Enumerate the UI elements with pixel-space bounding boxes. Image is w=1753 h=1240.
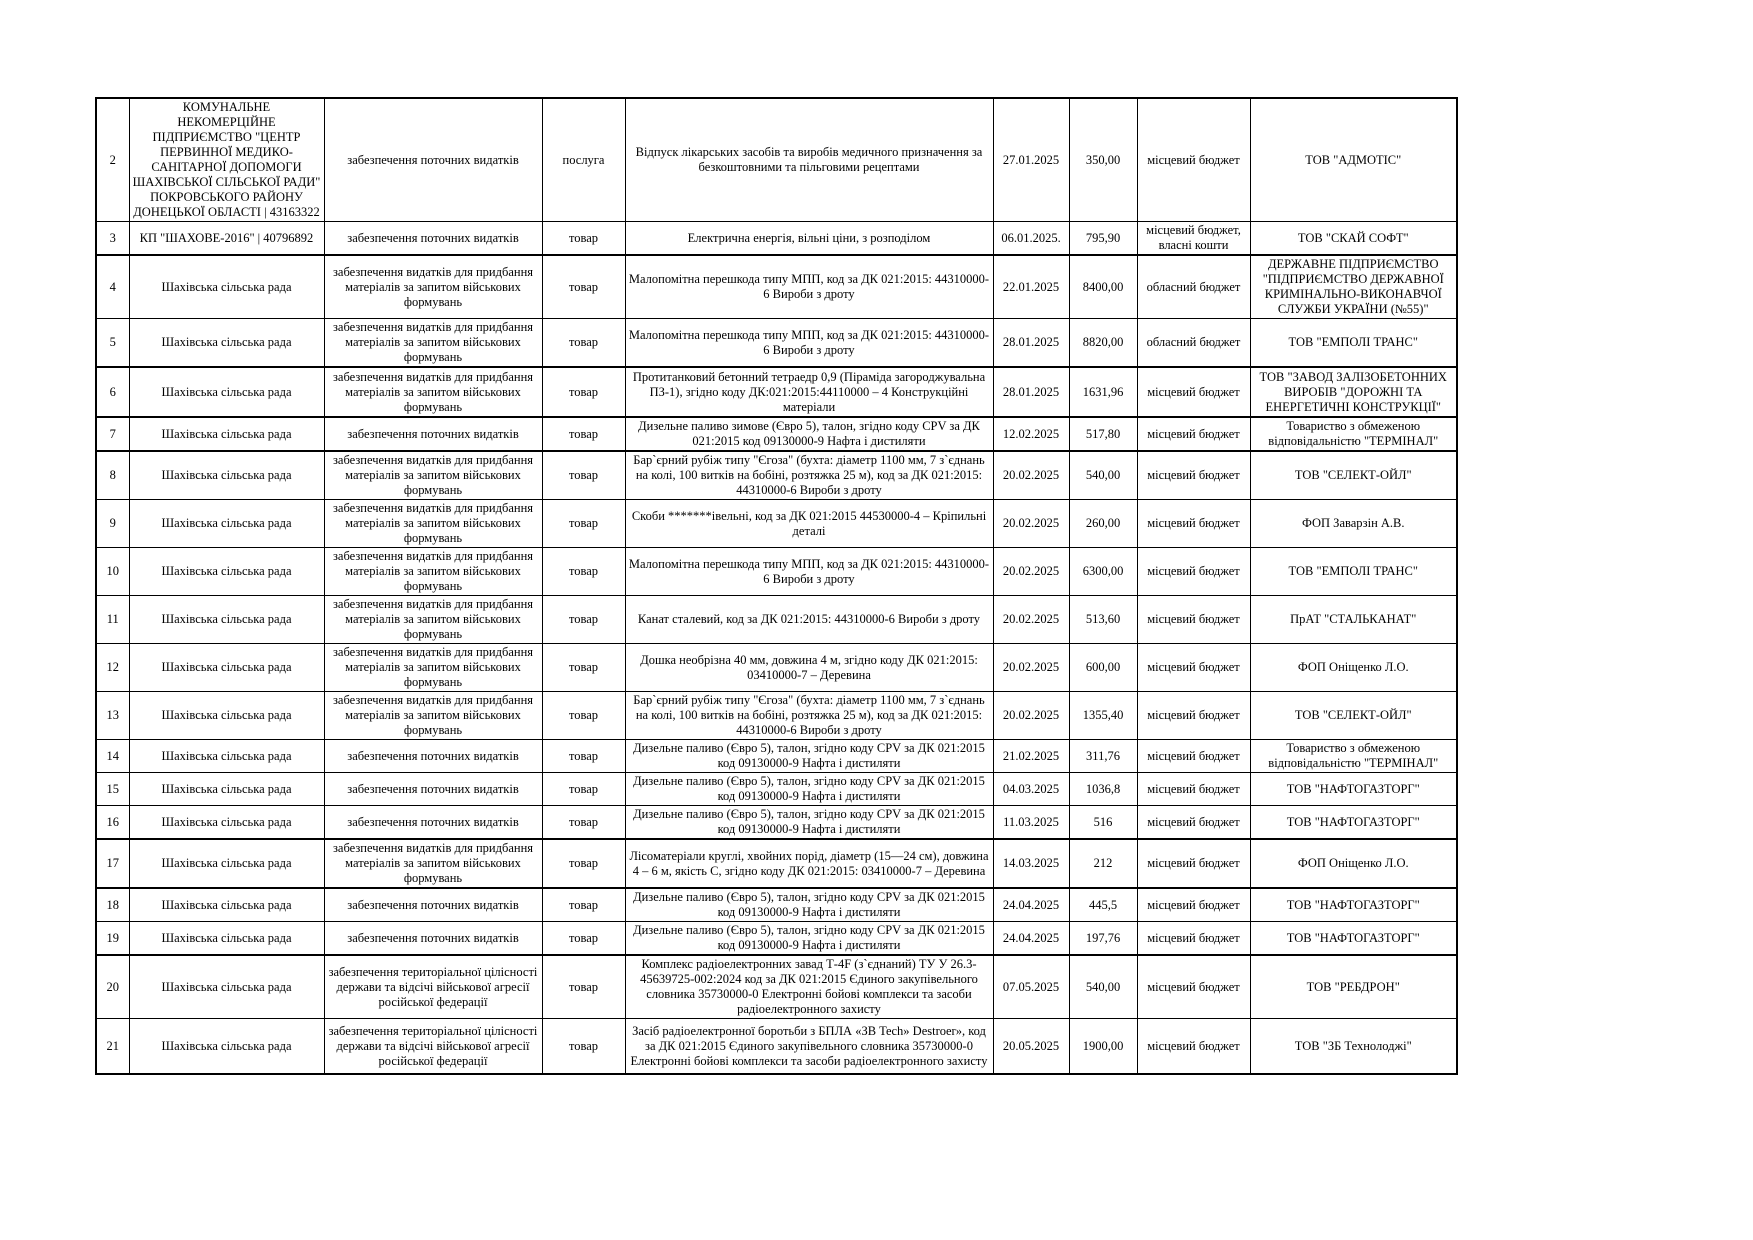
cell-customer: Шахівська сільська рада (129, 806, 324, 840)
cell-customer: Шахівська сільська рада (129, 839, 324, 888)
cell-amount: 516 (1069, 806, 1137, 840)
cell-budget: місцевий бюджет (1137, 839, 1250, 888)
cell-type: товар (542, 922, 625, 956)
cell-amount: 600,00 (1069, 644, 1137, 692)
cell-type: товар (542, 596, 625, 644)
table-row (96, 1019, 1457, 1075)
cell-purpose: забезпечення поточних видатків (324, 773, 542, 806)
cell-purpose: забезпечення видатків для придбання матеріалів за запитом військових формувань (324, 644, 542, 692)
cell-customer: Шахівська сільська рада (129, 500, 324, 548)
cell-type: товар (542, 888, 625, 922)
cell-row-number: 14 (96, 740, 129, 773)
cell-description: Засіб радіоелектронної боротьби з БПЛА «ЗВ Tech» Destroer», код за ДК 021:2015 Єдиного закупівельного словника 35730000-0 Електронні бойові комплекси та засоби радіоелектронного захисту (625, 1019, 993, 1075)
cell-amount: 517,80 (1069, 417, 1137, 451)
table-row (96, 692, 1457, 740)
cell-purpose: забезпечення видатків для придбання матеріалів за запитом військових формувань (324, 548, 542, 596)
cell-date: 27.01.2025 (993, 98, 1069, 222)
cell-description: Лісоматеріали круглі, хвойних порід, діаметр (15—24 см), довжина 4 – 6 м, якість С, згідно коду ДК 021:2015: 03410000-7 – Деревина (625, 839, 993, 888)
cell-purpose: забезпечення видатків для придбання матеріалів за запитом військових формувань (324, 500, 542, 548)
cell-amount: 1631,96 (1069, 367, 1137, 417)
table-row (96, 773, 1457, 806)
cell-description: Дошка необрізна 40 мм, довжина 4 м, згідно коду ДК 021:2015: 03410000-7 – Деревина (625, 644, 993, 692)
cell-row-number: 8 (96, 451, 129, 500)
cell-date: 11.03.2025 (993, 806, 1069, 840)
cell-amount: 311,76 (1069, 740, 1137, 773)
table-row (96, 417, 1457, 451)
cell-type: товар (542, 367, 625, 417)
cell-type: товар (542, 692, 625, 740)
cell-date: 20.02.2025 (993, 596, 1069, 644)
cell-budget: обласний бюджет (1137, 255, 1250, 319)
cell-budget: місцевий бюджет (1137, 773, 1250, 806)
cell-amount: 212 (1069, 839, 1137, 888)
cell-budget: місцевий бюджет (1137, 1019, 1250, 1075)
cell-type: товар (542, 644, 625, 692)
cell-supplier: ТОВ "СКАЙ СОФТ" (1250, 222, 1457, 256)
document-sheet (95, 97, 1458, 1075)
cell-description: Бар`єрний рубіж типу "Єгоза" (бухта: діаметр 1100 мм, 7 з`єднань на колі, 100 витків на бобіні, розтяжка 25 м), код за ДК 021:2015: 44310000-6 Вироби з дроту (625, 451, 993, 500)
table-row (96, 596, 1457, 644)
cell-budget: обласний бюджет (1137, 319, 1250, 368)
cell-amount: 795,90 (1069, 222, 1137, 256)
cell-row-number: 9 (96, 500, 129, 548)
cell-purpose: забезпечення територіальної цілісності держави та відсічі військової агресії російської федерації (324, 955, 542, 1019)
cell-budget: місцевий бюджет (1137, 692, 1250, 740)
cell-purpose: забезпечення поточних видатків (324, 806, 542, 840)
cell-budget: місцевий бюджет, власні кошти (1137, 222, 1250, 256)
cell-budget: місцевий бюджет (1137, 451, 1250, 500)
cell-description: Дизельне паливо (Євро 5), талон, згідно коду CPV за ДК 021:2015 код 09130000-9 Нафта і дистиляти (625, 740, 993, 773)
cell-row-number: 19 (96, 922, 129, 956)
cell-type: товар (542, 451, 625, 500)
cell-row-number: 10 (96, 548, 129, 596)
cell-customer: Шахівська сільська рада (129, 367, 324, 417)
cell-purpose: забезпечення поточних видатків (324, 888, 542, 922)
cell-supplier: ТОВ "СЕЛЕКТ-ОЙЛ" (1250, 692, 1457, 740)
cell-customer: Шахівська сільська рада (129, 319, 324, 368)
cell-amount: 8400,00 (1069, 255, 1137, 319)
cell-type: товар (542, 955, 625, 1019)
cell-type: товар (542, 222, 625, 256)
cell-date: 06.01.2025. (993, 222, 1069, 256)
cell-purpose: забезпечення видатків для придбання матеріалів за запитом військових формувань (324, 692, 542, 740)
cell-date: 20.02.2025 (993, 548, 1069, 596)
cell-purpose: забезпечення видатків для придбання матеріалів за запитом військових формувань (324, 451, 542, 500)
table-row (96, 222, 1457, 256)
cell-budget: місцевий бюджет (1137, 500, 1250, 548)
cell-amount: 260,00 (1069, 500, 1137, 548)
cell-date: 28.01.2025 (993, 367, 1069, 417)
cell-description: Дизельне паливо (Євро 5), талон, згідно коду CPV за ДК 021:2015 код 09130000-9 Нафта і дистиляти (625, 806, 993, 840)
cell-row-number: 5 (96, 319, 129, 368)
cell-budget: місцевий бюджет (1137, 922, 1250, 956)
cell-budget: місцевий бюджет (1137, 806, 1250, 840)
cell-customer: Шахівська сільська рада (129, 740, 324, 773)
cell-customer: Шахівська сільська рада (129, 644, 324, 692)
cell-type: товар (542, 548, 625, 596)
cell-purpose: забезпечення територіальної цілісності держави та відсічі військової агресії російської федерації (324, 1019, 542, 1075)
cell-date: 20.02.2025 (993, 692, 1069, 740)
cell-amount: 445,5 (1069, 888, 1137, 922)
cell-customer: Шахівська сільська рада (129, 955, 324, 1019)
cell-purpose: забезпечення видатків для придбання матеріалів за запитом військових формувань (324, 255, 542, 319)
cell-description: Дизельне паливо (Євро 5), талон, згідно коду CPV за ДК 021:2015 код 09130000-9 Нафта і дистиляти (625, 773, 993, 806)
cell-description: Скоби *******івельні, код за ДК 021:2015 44530000-4 – Кріпильні деталі (625, 500, 993, 548)
cell-customer: Шахівська сільська рада (129, 255, 324, 319)
cell-description: Дизельне паливо (Євро 5), талон, згідно коду CPV за ДК 021:2015 код 09130000-9 Нафта і дистиляти (625, 922, 993, 956)
cell-supplier: ТОВ "НАФТОГАЗТОРГ" (1250, 922, 1457, 956)
cell-amount: 6300,00 (1069, 548, 1137, 596)
cell-row-number: 12 (96, 644, 129, 692)
cell-budget: місцевий бюджет (1137, 644, 1250, 692)
cell-description: Канат сталевий, код за ДК 021:2015: 44310000-6 Вироби з дроту (625, 596, 993, 644)
cell-amount: 540,00 (1069, 451, 1137, 500)
cell-supplier: ТОВ "ЕМПОЛІ ТРАНС" (1250, 548, 1457, 596)
cell-description: Дизельне паливо зимове (Євро 5), талон, згідно коду CPV за ДК 021:2015 код 09130000-9 Нафта і дистиляти (625, 417, 993, 451)
cell-budget: місцевий бюджет (1137, 955, 1250, 1019)
table-row (96, 740, 1457, 773)
cell-description: Відпуск лікарських засобів та виробів медичного призначення за безкоштовними та пільговими рецептами (625, 98, 993, 222)
cell-amount: 8820,00 (1069, 319, 1137, 368)
cell-supplier: Товариство з обмеженою відповідальністю "ТЕРМІНАЛ" (1250, 417, 1457, 451)
cell-customer: Шахівська сільська рада (129, 548, 324, 596)
cell-type: товар (542, 1019, 625, 1075)
cell-purpose: забезпечення видатків для придбання матеріалів за запитом військових формувань (324, 367, 542, 417)
cell-row-number: 13 (96, 692, 129, 740)
cell-budget: місцевий бюджет (1137, 740, 1250, 773)
cell-purpose: забезпечення видатків для придбання матеріалів за запитом військових формувань (324, 319, 542, 368)
table-row (96, 451, 1457, 500)
cell-row-number: 2 (96, 98, 129, 222)
table-row (96, 955, 1457, 1019)
cell-customer: КП "ШАХОВЕ-2016" | 40796892 (129, 222, 324, 256)
cell-supplier: ФОП Оніщенко Л.О. (1250, 644, 1457, 692)
procurement-table (95, 97, 1458, 1075)
cell-customer: Шахівська сільська рада (129, 1019, 324, 1075)
cell-row-number: 15 (96, 773, 129, 806)
cell-purpose: забезпечення поточних видатків (324, 740, 542, 773)
cell-budget: місцевий бюджет (1137, 98, 1250, 222)
cell-customer: Шахівська сільська рада (129, 922, 324, 956)
cell-customer: Шахівська сільська рада (129, 417, 324, 451)
cell-customer: Шахівська сільська рада (129, 451, 324, 500)
cell-description: Електрична енергія, вільні ціни, з розподілом (625, 222, 993, 256)
cell-supplier: ТОВ "ЗБ Технолоджі" (1250, 1019, 1457, 1075)
cell-purpose: забезпечення поточних видатків (324, 222, 542, 256)
cell-date: 20.02.2025 (993, 644, 1069, 692)
cell-date: 07.05.2025 (993, 955, 1069, 1019)
cell-amount: 513,60 (1069, 596, 1137, 644)
cell-supplier: ТОВ "НАФТОГАЗТОРГ" (1250, 773, 1457, 806)
cell-date: 24.04.2025 (993, 922, 1069, 956)
cell-customer: Шахівська сільська рада (129, 596, 324, 644)
cell-description: Комплекс радіоелектронних завад Т-4F (з`єднаний) ТУ У 26.3-45639725-002:2024 код за ДК 021:2015 Єдиного закупівельного словника 35730000-0 Електронні бойові комплекси та засоби радіоелектронного захисту (625, 955, 993, 1019)
cell-row-number: 20 (96, 955, 129, 1019)
cell-row-number: 7 (96, 417, 129, 451)
cell-type: товар (542, 839, 625, 888)
cell-supplier: ТОВ "НАФТОГАЗТОРГ" (1250, 888, 1457, 922)
cell-amount: 1355,40 (1069, 692, 1137, 740)
cell-date: 12.02.2025 (993, 417, 1069, 451)
cell-type: товар (542, 500, 625, 548)
cell-date: 21.02.2025 (993, 740, 1069, 773)
cell-supplier: ФОП Оніщенко Л.О. (1250, 839, 1457, 888)
cell-type: послуга (542, 98, 625, 222)
cell-row-number: 21 (96, 1019, 129, 1075)
cell-type: товар (542, 773, 625, 806)
table-row (96, 255, 1457, 319)
cell-budget: місцевий бюджет (1137, 417, 1250, 451)
cell-purpose: забезпечення видатків для придбання матеріалів за запитом військових формувань (324, 596, 542, 644)
cell-customer: Шахівська сільська рада (129, 888, 324, 922)
table-row (96, 839, 1457, 888)
cell-supplier: ФОП Заварзін А.В. (1250, 500, 1457, 548)
table-row (96, 806, 1457, 840)
cell-amount: 1900,00 (1069, 1019, 1137, 1075)
cell-budget: місцевий бюджет (1137, 888, 1250, 922)
cell-supplier: ДЕРЖАВНЕ ПІДПРИЄМСТВО "ПІДПРИЄМСТВО ДЕРЖАВНОЇ КРИМІНАЛЬНО-ВИКОНАВЧОЇ СЛУЖБИ УКРАЇНИ (№55)" (1250, 255, 1457, 319)
cell-supplier: ТОВ "СЕЛЕКТ-ОЙЛ" (1250, 451, 1457, 500)
cell-description: Малопомітна перешкода типу МПП, код за ДК 021:2015: 44310000-6 Вироби з дроту (625, 255, 993, 319)
cell-date: 04.03.2025 (993, 773, 1069, 806)
cell-row-number: 17 (96, 839, 129, 888)
cell-date: 28.01.2025 (993, 319, 1069, 368)
table-row (96, 888, 1457, 922)
cell-description: Малопомітна перешкода типу МПП, код за ДК 021:2015: 44310000-6 Вироби з дроту (625, 319, 993, 368)
cell-purpose: забезпечення поточних видатків (324, 417, 542, 451)
cell-row-number: 11 (96, 596, 129, 644)
cell-description: Протитанковий бетонний тетраедр 0,9 (Піраміда загороджувальна ПЗ-1), згідно коду ДК:021:2015:44110000 – 4 Конструкційні матеріали (625, 367, 993, 417)
cell-row-number: 18 (96, 888, 129, 922)
table-row (96, 500, 1457, 548)
cell-date: 20.02.2025 (993, 451, 1069, 500)
cell-type: товар (542, 319, 625, 368)
cell-customer: Шахівська сільська рада (129, 773, 324, 806)
cell-customer: КОМУНАЛЬНЕ НЕКОМЕРЦІЙНЕ ПІДПРИЄМСТВО "ЦЕНТР ПЕРВИННОЇ МЕДИКО-САНІТАРНОЇ ДОПОМОГИ ШАХІВСЬКОЇ СІЛЬСЬКОЇ РАДИ" ПОКРОВСЬКОГО РАЙОНУ ДОНЕЦЬКОЇ ОБЛАСТІ | 43163322 (129, 98, 324, 222)
table-row (96, 644, 1457, 692)
cell-purpose: забезпечення видатків для придбання матеріалів за запитом військових формувань (324, 839, 542, 888)
cell-purpose: забезпечення поточних видатків (324, 922, 542, 956)
table-row (96, 319, 1457, 368)
cell-purpose: забезпечення поточних видатків (324, 98, 542, 222)
cell-amount: 350,00 (1069, 98, 1137, 222)
table-body (96, 98, 1457, 1074)
cell-amount: 540,00 (1069, 955, 1137, 1019)
cell-date: 20.02.2025 (993, 500, 1069, 548)
cell-row-number: 4 (96, 255, 129, 319)
cell-supplier: Товариство з обмеженою відповідальністю "ТЕРМІНАЛ" (1250, 740, 1457, 773)
cell-supplier: ТОВ "ЕМПОЛІ ТРАНС" (1250, 319, 1457, 368)
cell-date: 20.05.2025 (993, 1019, 1069, 1075)
cell-description: Малопомітна перешкода типу МПП, код за ДК 021:2015: 44310000-6 Вироби з дроту (625, 548, 993, 596)
cell-type: товар (542, 255, 625, 319)
cell-date: 22.01.2025 (993, 255, 1069, 319)
cell-row-number: 16 (96, 806, 129, 840)
cell-budget: місцевий бюджет (1137, 596, 1250, 644)
cell-amount: 1036,8 (1069, 773, 1137, 806)
cell-supplier: ТОВ "НАФТОГАЗТОРГ" (1250, 806, 1457, 840)
cell-type: товар (542, 740, 625, 773)
cell-description: Дизельне паливо (Євро 5), талон, згідно коду CPV за ДК 021:2015 код 09130000-9 Нафта і дистиляти (625, 888, 993, 922)
cell-date: 24.04.2025 (993, 888, 1069, 922)
cell-budget: місцевий бюджет (1137, 548, 1250, 596)
cell-customer: Шахівська сільська рада (129, 692, 324, 740)
cell-amount: 197,76 (1069, 922, 1137, 956)
table-row (96, 548, 1457, 596)
cell-supplier: ТОВ "АДМОТІС" (1250, 98, 1457, 222)
cell-type: товар (542, 806, 625, 840)
table-row (96, 922, 1457, 956)
table-row (96, 367, 1457, 417)
cell-description: Бар`єрний рубіж типу "Єгоза" (бухта: діаметр 1100 мм, 7 з`єднань на колі, 100 витків на бобіні, розтяжка 25 м), код за ДК 021:2015: 44310000-6 Вироби з дроту (625, 692, 993, 740)
cell-row-number: 6 (96, 367, 129, 417)
cell-budget: місцевий бюджет (1137, 367, 1250, 417)
cell-row-number: 3 (96, 222, 129, 256)
cell-supplier: ТОВ "РЕБДРОН" (1250, 955, 1457, 1019)
cell-supplier: ПрАТ "СТАЛЬКАНАТ" (1250, 596, 1457, 644)
cell-date: 14.03.2025 (993, 839, 1069, 888)
cell-supplier: ТОВ "ЗАВОД ЗАЛІЗОБЕТОННИХ ВИРОБІВ "ДОРОЖНІ ТА ЕНЕРГЕТИЧНІ КОНСТРУКЦІЇ" (1250, 367, 1457, 417)
cell-type: товар (542, 417, 625, 451)
table-row (96, 98, 1457, 222)
